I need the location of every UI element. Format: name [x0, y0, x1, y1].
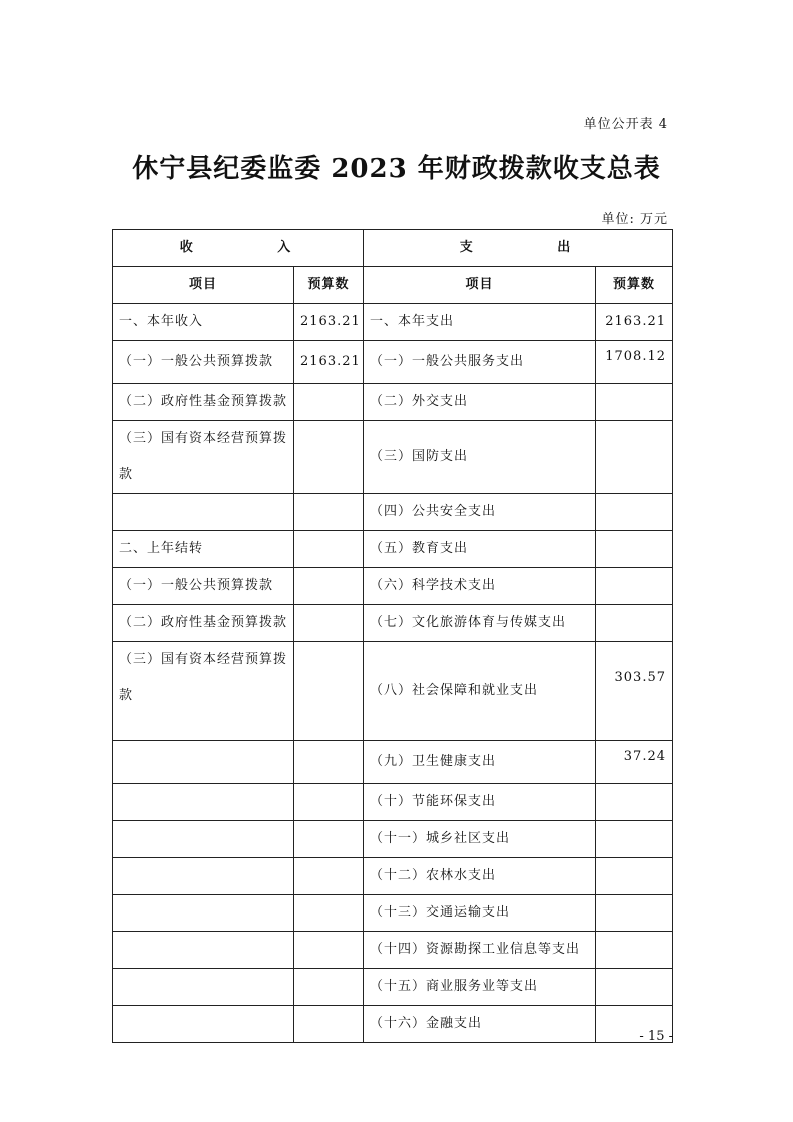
income-item-cell: [113, 741, 294, 784]
table-row: [113, 932, 673, 969]
expense-item-cell: （四）公共安全支出: [364, 494, 596, 531]
expense-budget-header: 预算数: [596, 267, 673, 304]
income-value-cell: [294, 642, 364, 741]
header-row-sections: [113, 230, 673, 267]
expense-header: 支 出: [364, 230, 673, 267]
expense-item-cell: （十二）农林水支出: [364, 858, 596, 895]
income-item-cell: 二、上年结转: [113, 531, 294, 568]
expense-item-cell: （一）一般公共服务支出: [364, 341, 596, 384]
table-row: [113, 341, 673, 384]
income-value-cell: [294, 421, 364, 494]
expense-item-cell: 一、本年支出: [364, 304, 596, 341]
expense-value-cell: 2163.21: [596, 304, 673, 341]
expense-value-cell: [596, 821, 673, 858]
expense-value-cell: [596, 932, 673, 969]
expense-value-cell: 1708.12: [596, 341, 673, 384]
expense-item-cell: （五）教育支出: [364, 531, 596, 568]
expense-value-cell: [596, 895, 673, 932]
income-value-cell: [294, 969, 364, 1006]
income-item-cell: （三）国有资本经营预算拨款: [113, 642, 294, 741]
expense-value-cell: [596, 784, 673, 821]
expense-item-cell: （十六）金融支出: [364, 1006, 596, 1043]
expense-item-cell: （七）文化旅游体育与传媒支出: [364, 605, 596, 642]
table-row: [113, 421, 673, 494]
table-row: [113, 384, 673, 421]
table-row: [113, 642, 673, 741]
expense-value-cell: [596, 421, 673, 494]
expense-value-cell: 303.57: [596, 642, 673, 741]
expense-item-cell: （二）外交支出: [364, 384, 596, 421]
table-row: [113, 741, 673, 784]
expense-value-cell: 37.24: [596, 741, 673, 784]
table-row: [113, 568, 673, 605]
income-value-cell: [294, 1006, 364, 1043]
income-value-cell: [294, 384, 364, 421]
income-item-cell: [113, 858, 294, 895]
expense-item-cell: （十一）城乡社区支出: [364, 821, 596, 858]
income-item-cell: （二）政府性基金预算拨款: [113, 605, 294, 642]
income-item-cell: [113, 969, 294, 1006]
income-value-cell: [294, 895, 364, 932]
income-value-cell: [294, 494, 364, 531]
income-item-header: 项目: [113, 267, 294, 304]
expense-item-cell: （十五）商业服务业等支出: [364, 969, 596, 1006]
income-value-cell: [294, 605, 364, 642]
income-value-cell: 2163.21: [294, 304, 364, 341]
expense-item-header: 项目: [364, 267, 596, 304]
income-item-cell: [113, 895, 294, 932]
table-row: [113, 605, 673, 642]
expense-item-cell: （十三）交通运输支出: [364, 895, 596, 932]
expense-value-cell: [596, 531, 673, 568]
page-number: - 15 -: [639, 1029, 673, 1044]
income-item-cell: [113, 1006, 294, 1043]
expense-item-cell: （八）社会保障和就业支出: [364, 642, 596, 741]
table-row: [113, 969, 673, 1006]
income-item-cell: 一、本年收入: [113, 304, 294, 341]
income-item-cell: （二）政府性基金预算拨款: [113, 384, 294, 421]
unit-label: 单位: 万元: [601, 212, 668, 227]
income-item-cell: （一）一般公共预算拨款: [113, 341, 294, 384]
income-budget-header: 预算数: [294, 267, 364, 304]
expense-item-cell: （十）节能环保支出: [364, 784, 596, 821]
form-tag: 单位公开表 4: [583, 117, 668, 132]
income-item-cell: （三）国有资本经营预算拨款: [113, 421, 294, 494]
income-value-cell: [294, 531, 364, 568]
expense-item-cell: （十四）资源勘探工业信息等支出: [364, 932, 596, 969]
expense-item-cell: （九）卫生健康支出: [364, 741, 596, 784]
income-value-cell: [294, 741, 364, 784]
income-value-cell: [294, 784, 364, 821]
table-row: [113, 531, 673, 568]
income-header: 收 入: [113, 230, 364, 267]
income-value-cell: [294, 568, 364, 605]
income-item-cell: [113, 932, 294, 969]
table-row: [113, 784, 673, 821]
table-row: [113, 304, 673, 341]
expense-value-cell: [596, 494, 673, 531]
income-value-cell: [294, 821, 364, 858]
expense-value-cell: [596, 858, 673, 895]
table-row: [113, 1006, 673, 1043]
table-row: [113, 821, 673, 858]
income-item-cell: （一）一般公共预算拨款: [113, 568, 294, 605]
header-row-columns: [113, 267, 673, 304]
table-row: [113, 494, 673, 531]
income-item-cell: [113, 784, 294, 821]
table-row: [113, 858, 673, 895]
table-row: [113, 895, 673, 932]
income-value-cell: [294, 858, 364, 895]
income-item-cell: [113, 494, 294, 531]
expense-value-cell: [596, 969, 673, 1006]
expense-value-cell: [596, 605, 673, 642]
budget-table: [112, 229, 673, 1043]
expense-item-cell: （六）科学技术支出: [364, 568, 596, 605]
income-value-cell: [294, 932, 364, 969]
expense-item-cell: （三）国防支出: [364, 421, 596, 494]
page-title: 休宁县纪委监委 2023 年财政拨款收支总表: [132, 154, 661, 184]
expense-value-cell: [596, 568, 673, 605]
income-value-cell: 2163.21: [294, 341, 364, 384]
income-item-cell: [113, 821, 294, 858]
expense-value-cell: [596, 384, 673, 421]
